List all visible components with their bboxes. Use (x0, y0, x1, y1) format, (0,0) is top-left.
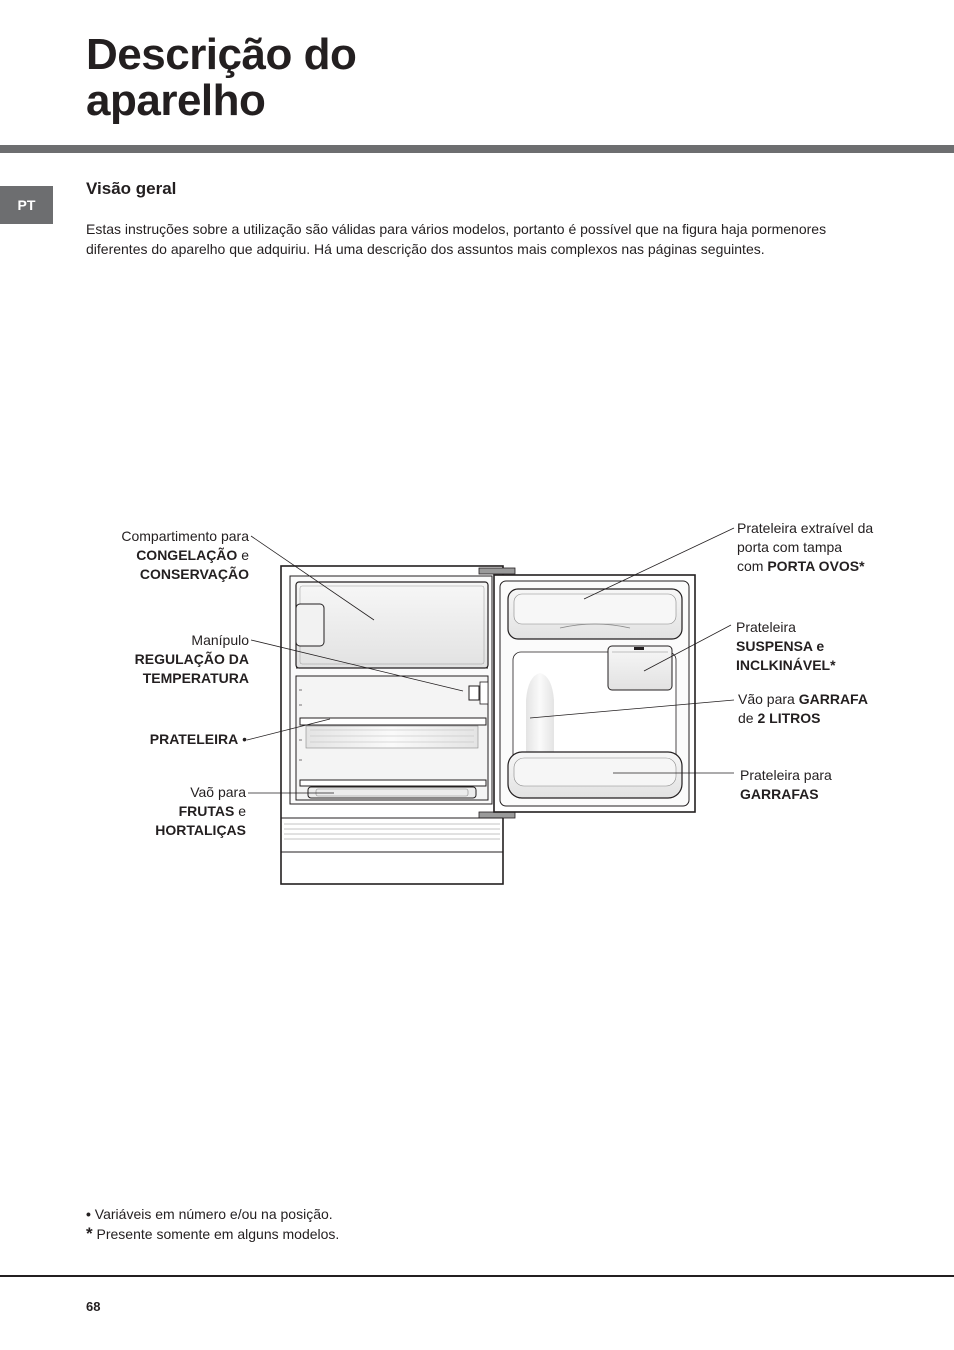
label-tilt-line-1: Prateleira (736, 619, 796, 635)
appliance-diagram (0, 500, 954, 900)
label-bottle2l-line-2 (738, 709, 868, 728)
label-tilt-line-2 (736, 637, 836, 656)
label-egg-line-3 (737, 557, 873, 576)
label-thermostat-line-3 (135, 669, 249, 688)
page-title (86, 32, 356, 124)
label-egg-pre: com (737, 558, 768, 574)
label-egg-bold: PORTA OVOS* (767, 558, 865, 574)
freezer-compartment (296, 582, 488, 668)
label-bottle2l-bold-2: 2 LITROS (757, 710, 821, 726)
label-bottle-shelf-line-1: Prateleira para (740, 767, 832, 783)
label-bottle2l-bold-1: GARRAFA (798, 691, 868, 707)
footnote-dot-mark: • (86, 1206, 91, 1222)
label-freezer-conj: e (237, 547, 249, 563)
footnote-some-models (86, 1224, 339, 1244)
footnotes (86, 1205, 339, 1244)
label-bottle2l-line-1 (738, 690, 868, 709)
label-tilt-shelf (736, 618, 836, 675)
footnote-variable (86, 1205, 339, 1224)
section-heading: Visão geral (86, 179, 177, 198)
label-crisper (155, 783, 246, 840)
label-tilt-bold-1: SUSPENSA e (736, 638, 825, 654)
footnote-dot-text: Variáveis em número e/ou na posição. (90, 1206, 333, 1222)
label-egg-line-1: Prateleira extraível da (737, 520, 874, 536)
label-crisper-bold-1: FRUTAS (178, 803, 235, 819)
label-freezer-bold-1: CONGELAÇÃO (136, 547, 238, 563)
label-thermostat (135, 631, 249, 688)
open-door (494, 575, 695, 812)
footnote-star-mark: * (86, 1224, 93, 1243)
label-shelf-line-1 (150, 730, 247, 749)
label-freezer-line-1: Compartimento para (121, 528, 249, 544)
footnote-star-text: Presente somente em alguns modelos. (92, 1226, 340, 1242)
label-crisper-line-2 (155, 802, 246, 821)
label-freezer-line-3 (121, 565, 249, 584)
label-freezer-bold-2: CONSERVAÇÃO (139, 566, 249, 582)
label-tilt-bold-2: INCLKINÁVEL* (736, 657, 836, 673)
label-crisper-line-3 (155, 821, 246, 840)
page-title-line-2: aparelho (86, 76, 266, 125)
page-number: 68 (86, 1299, 101, 1314)
label-crisper-bold-2: HORTALIÇAS (155, 822, 246, 838)
label-bottle2l-pre-2: de (738, 710, 758, 726)
label-egg-line-2: porta com tampa (737, 539, 843, 555)
label-bottle2l-pre-1: Vão para (738, 691, 799, 707)
language-tab: PT (0, 186, 53, 224)
label-bottle-shelf (740, 766, 832, 804)
page-title-line-1: Descrição do (86, 30, 357, 79)
label-bottle-shelf-line-2 (740, 785, 832, 804)
label-egg-shelf (737, 519, 873, 576)
label-thermostat-bold-2: TEMPERATURA (142, 670, 249, 686)
label-thermostat-line-2 (135, 650, 249, 669)
footer-rule (0, 1275, 954, 1277)
label-shelf-mark: • (238, 731, 247, 747)
label-tilt-line-3 (736, 656, 836, 675)
fridge-interior (296, 676, 488, 800)
label-thermostat-line-1: Manípulo (191, 632, 249, 648)
label-thermostat-bold-1: REGULAÇÃO DA (134, 651, 249, 667)
header-rule (0, 145, 954, 153)
label-bottle-2l (738, 690, 868, 728)
label-crisper-conj: e (234, 803, 246, 819)
label-crisper-line-1: Vaõ para (190, 784, 246, 800)
label-bottle-shelf-bold: GARRAFAS (740, 786, 819, 802)
intro-paragraph: Estas instruções sobre a utilização são válidas para vários modelos, portanto é possível que na figura haja pormenores diferentes do aparelho que adquiriu. Há uma descrição dos assuntos mais complexos nas páginas seguintes. (86, 221, 827, 257)
label-shelf (150, 730, 247, 749)
label-freezer-compartment (121, 527, 249, 584)
label-freezer-line-2 (121, 546, 249, 565)
label-shelf-bold: PRATELEIRA (149, 731, 239, 747)
